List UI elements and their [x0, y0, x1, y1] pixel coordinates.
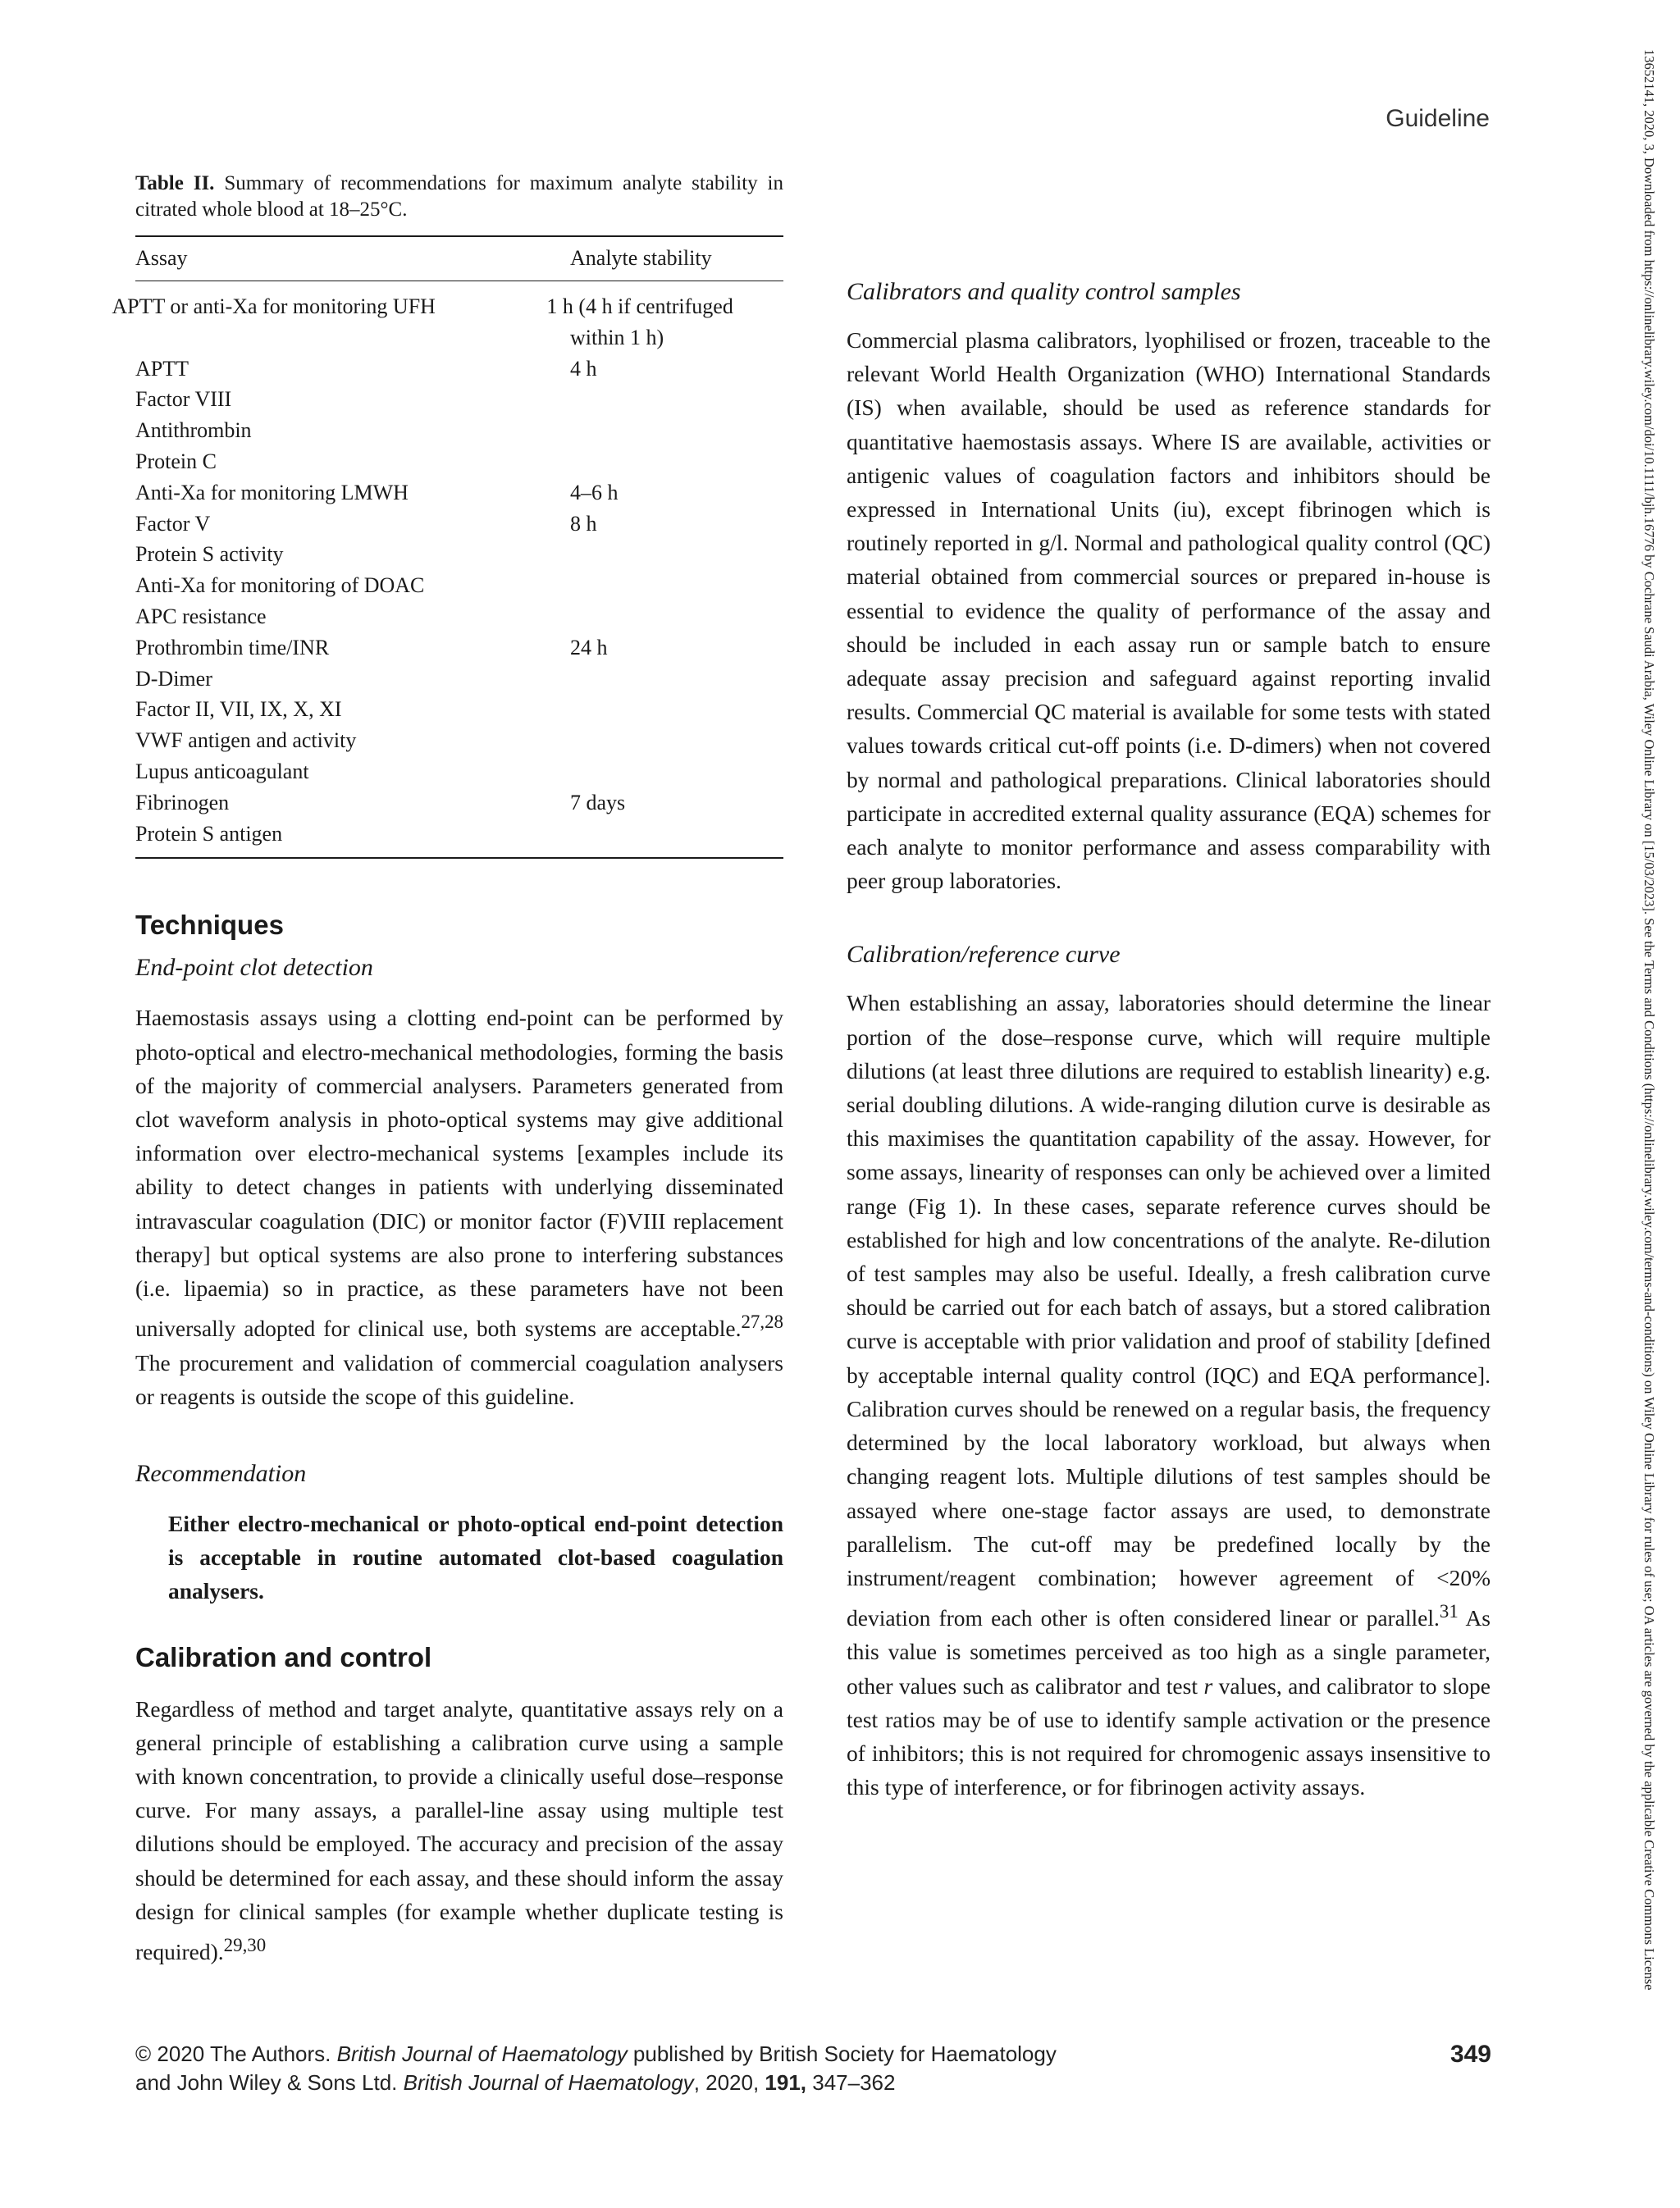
footer-line-1 — [135, 2040, 1491, 2069]
assay-cell: Protein S activity — [135, 542, 284, 567]
table-header-row — [135, 236, 783, 281]
table-caption-text: Summary of recommendations for maximum analyte stability in citrated whole blood at 18–25°C. — [135, 172, 783, 221]
citation-27-28: 27,28 — [741, 1312, 783, 1333]
table-row — [135, 415, 783, 446]
stability-cell — [570, 601, 783, 632]
citation-volume: 191, — [765, 2070, 807, 2095]
assay-cell: Anti-Xa for monitoring of DOAC — [135, 573, 425, 598]
table-row — [135, 446, 783, 477]
stability-cell: 7 days — [570, 790, 626, 814]
stability-cell: 4 h — [570, 356, 597, 381]
assay-cell: Factor VIII — [135, 387, 232, 412]
assay-cell: D-Dimer — [135, 666, 212, 691]
table-row — [135, 539, 783, 570]
calibration-heading: Calibration and control — [135, 1641, 432, 1672]
curve-text-end: values, and calibrator to slope test ratios may be of use to identify sample activation or the presence of inhibitors; this is not required for chromogenic assays insensitive to this type of interference, or for fibrinogen activity assays. — [847, 1672, 1491, 1800]
table-row — [135, 570, 783, 601]
table-row — [135, 787, 783, 819]
assay-cell: Factor V — [135, 511, 211, 536]
stability-cell — [570, 756, 783, 787]
stability-cell: 1 h (4 h if centrifuged within 1 h) — [546, 294, 733, 349]
assay-cell: APTT — [135, 356, 189, 381]
stability-cell — [570, 725, 783, 756]
download-notice: 13652141, 2020, 3, Downloaded from https://onlinelibrary.wiley.com/doi/10.1111/bjh.16776 by Cochrane Saudi Arabia, Wiley Online Library on [15/03/2023]. See the Terms and Conditions (https://onlinelibrary.wiley.com/terms-and-conditions) on Wiley Online Library for rules of use; OA articles are governed by the applicable Creative Commons License — [1641, 49, 1657, 1991]
assay-cell: Fibrinogen — [135, 790, 230, 814]
citation-31: 31 — [1439, 1601, 1459, 1622]
assay-cell: Factor II, VII, IX, X, XI — [135, 697, 342, 722]
table-row — [135, 384, 783, 415]
assay-cell: VWF antigen and activity — [135, 728, 357, 753]
table-row — [135, 601, 783, 632]
techniques-text: Haemostasis assays using a clotting end-point can be performed by photo-optical and electro-mechanical methodologies, forming the basis of the majority of commercial analysers. Parameters generated from clot waveform analysis in photo-optical systems may give additional information over electro-mechanical systems [examples include its ability to detect changes in patients with underlying disseminated intravascular coagulation (DIC) or monitor factor (F)VIII replacement therapy] but optical systems are also prone to interfering substances (i.e. lipaemia) so in practice, as these parameters have not been universally adopted for clinical use, both systems are acceptable. — [135, 1005, 783, 1342]
table-row — [135, 819, 783, 859]
stability-cell — [570, 446, 783, 477]
table-row — [135, 509, 783, 540]
table-row — [135, 756, 783, 787]
assay-cell: APTT or anti-Xa for monitoring UFH — [112, 294, 436, 318]
analyte-stability-table — [112, 235, 783, 859]
r-symbol: r — [1203, 1672, 1213, 1699]
curve-text-mid: As this value is sometimes perceived as too high as a single parameter, other values such as calibrator and test — [847, 1605, 1491, 1699]
calibration-curve-paragraph — [847, 986, 1491, 1804]
assay-cell: Anti-Xa for monitoring LMWH — [135, 480, 409, 504]
header-assay: Assay — [135, 236, 570, 281]
left-column — [112, 171, 783, 1968]
assay-cell: Antithrombin — [135, 418, 252, 443]
table-row — [135, 477, 783, 509]
assay-cell: Prothrombin time/INR — [135, 635, 330, 659]
assay-cell: Protein S antigen — [135, 819, 570, 859]
citation-pages: 347–362 — [806, 2070, 896, 2095]
stability-cell: 4–6 h — [570, 480, 619, 504]
techniques-heading: Techniques — [135, 910, 284, 941]
header-stability: Analyte stability — [570, 236, 783, 281]
recommendation-text: Either electro-mechanical or photo-optical end-point detection is acceptable in routine automated clot-based coagulation analysers. — [168, 1510, 783, 1604]
publisher: published by British Society for Haematology — [627, 2041, 1057, 2066]
citation-year: , 2020, — [693, 2070, 765, 2095]
table-row — [135, 664, 783, 695]
calibration-paragraph — [135, 1692, 783, 1969]
end-point-heading: End-point clot detection — [135, 954, 373, 982]
calibrators-heading: Calibrators and quality control samples — [847, 278, 1241, 305]
running-head: Guideline — [1386, 105, 1490, 132]
assay-cell: Lupus anticoagulant — [135, 759, 309, 783]
copyright: © 2020 The Authors. — [135, 2041, 331, 2066]
techniques-text-end: The procurement and validation of commercial coagulation analysers or reagents is outside the scope of this guideline. — [135, 1349, 783, 1409]
publisher-2: and John Wiley & Sons Ltd. — [135, 2070, 404, 2095]
journal-name: British Journal of Haematology — [336, 2041, 628, 2066]
table-caption — [135, 171, 783, 223]
citation-journal: British Journal of Haematology — [403, 2070, 694, 2095]
stability-cell — [570, 664, 783, 695]
page-number: 349 — [1449, 2041, 1491, 2068]
table-row — [135, 632, 783, 664]
recommendation-heading: Recommendation — [135, 1459, 307, 1487]
stability-cell — [570, 819, 783, 859]
footer-line-2 — [135, 2069, 1491, 2097]
stability-cell — [570, 415, 783, 446]
calibrators-paragraph: Commercial plasma calibrators, lyophilised or frozen, traceable to the relevant World Health Organization (WHO) International Standards (IS) when available, should be used as reference standards for quantitative haemostasis assays. Where IS are available, activities or antigenic values of coagulation factors and inhibitors should be expressed in International Units (iu), except fibrinogen which is routinely reported in g/l. Normal and pathological quality control (QC) material obtained from commercial sources or prepared in-house is essential to evidence the quality of performance of the assay and should be included in each assay run or sample batch to ensure adequate assay precision and safeguard against reporting invalid results. Commercial QC material is available for some tests with stated values towards critical cut-off points (i.e. D-dimers) when not covered by normal and pathological preparations. Clinical laboratories should participate in accredited external quality assurance (EQA) schemes for each analyte to monitor performance and assess comparability with peer group laboratories. — [847, 327, 1491, 894]
citation-29-30: 29,30 — [223, 1934, 267, 1955]
stability-cell: 24 h — [570, 635, 608, 659]
stability-cell: 8 h — [570, 511, 597, 536]
table-row — [135, 354, 783, 385]
table-row — [135, 725, 783, 756]
stability-cell — [570, 694, 783, 725]
assay-cell: APC resistance — [135, 604, 267, 628]
right-column — [847, 171, 1491, 1804]
techniques-paragraph — [135, 1001, 783, 1413]
stability-cell — [570, 384, 783, 415]
calibration-curve-heading: Calibration/reference curve — [847, 941, 1121, 969]
table-row — [135, 281, 783, 354]
stability-cell — [570, 570, 783, 601]
curve-text: When establishing an assay, laboratories should determine the linear portion of the dose–response curve, which will require multiple dilutions (at least three dilutions are required to establish linearity) e.g. serial doubling dilutions. A wide-ranging dilution curve is desirable as this maximises the quantitation capability of the assay. However, for some assays, linearity of responses can only be achieved over a limited range (Fig 1). In these cases, separate reference curves should be established for high and low concentrations of the analyte. Re-dilution of test samples may also be useful. Ideally, a fresh calibration curve should be carried out for each batch of assays, but a stored calibration curve is acceptable with prior validation and proof of stability [defined by acceptable internal quality control (IQC) and EQA performance]. Calibration curves should be renewed on a regular basis, the frequency determined by the local laboratory workload, but always when changing reagent lots. Multiple dilutions of test samples should be assayed where one-stage factor assays are used, to demonstrate parallelism. The cut-off may be predefined locally by the instrument/reagent combination; however agreement of <20% deviation from each other is often considered linear or parallel. — [847, 990, 1491, 1631]
calibration-text: Regardless of method and target analyte, quantitative assays rely on a general principle of establishing a calibration curve using a sample with known concentration, to provide a clinically useful dose–response curve. For many assays, a parallel-line assay using multiple test dilutions should be employed. The accuracy and precision of the assay should be determined for each assay, and these should inform the assay design for clinical samples (for example whether duplicate testing is required). — [135, 1695, 783, 1965]
stability-cell — [570, 539, 783, 570]
table-row — [135, 694, 783, 725]
assay-cell: Protein C — [135, 449, 217, 473]
table-label: Table II. — [135, 172, 215, 194]
page-footer — [135, 2040, 1491, 2097]
